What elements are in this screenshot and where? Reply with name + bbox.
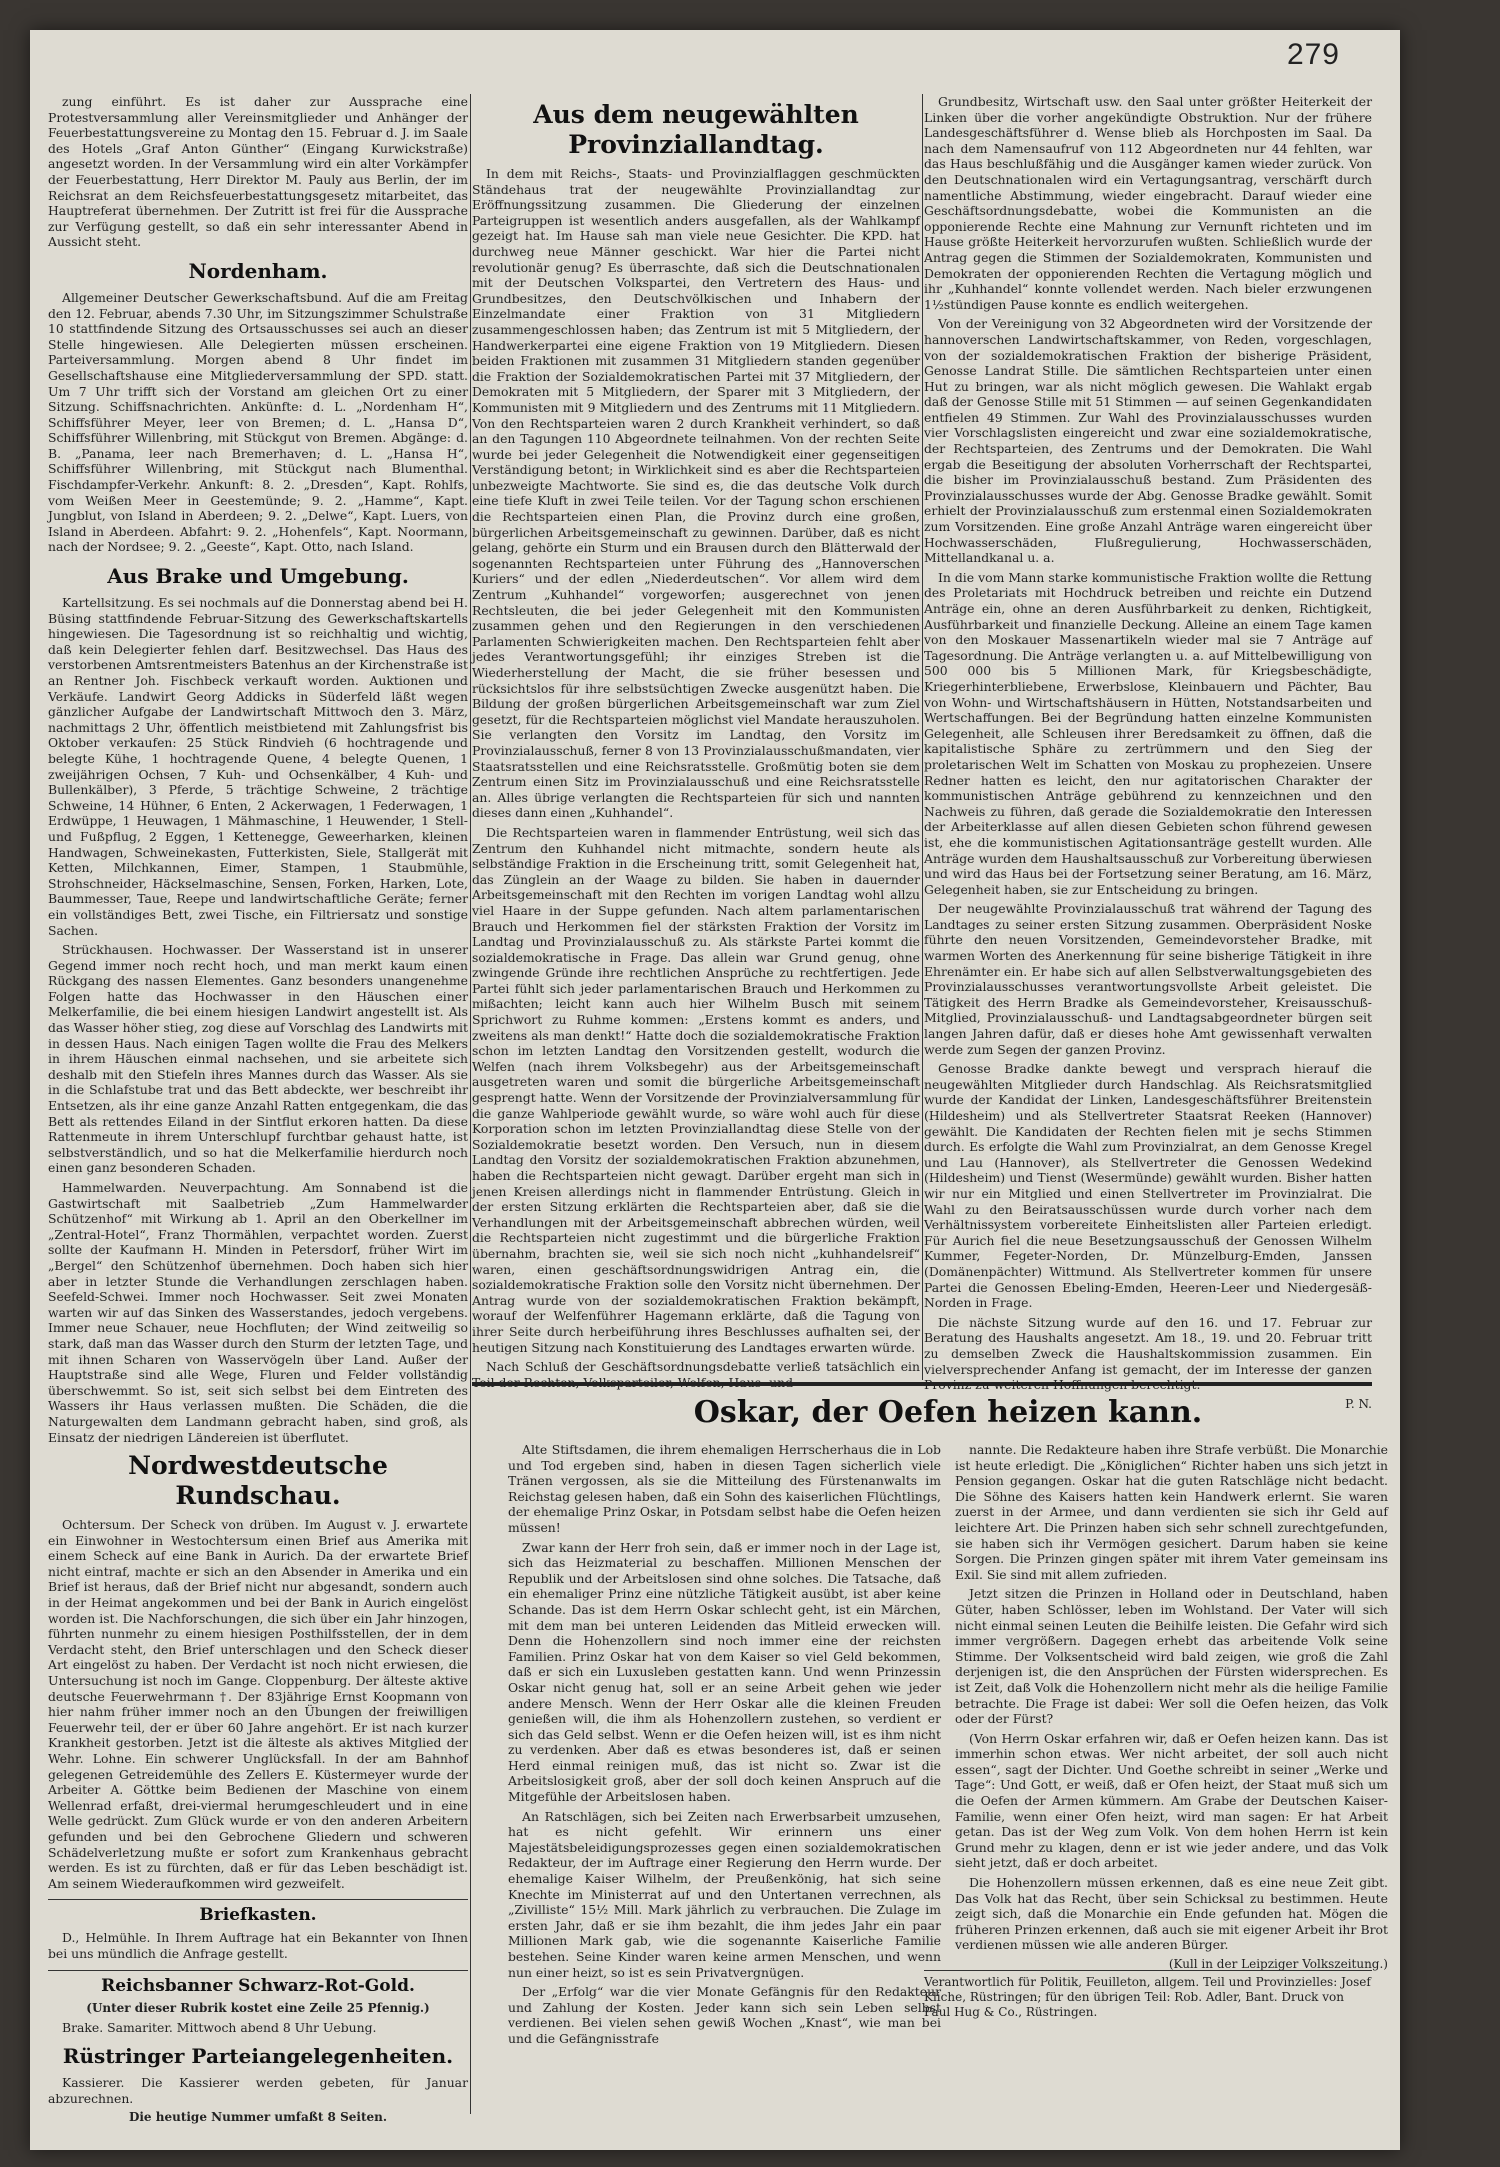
oskar-paragraph: An Ratschlägen, sich bei Zeiten nach Erwerbsarbeit umzusehen, hat es nicht gefehlt. Wir erinnern uns einer Majestätsbeleidigungsprozesses gegen einen sozialdemokratischen Redakteur, der im Auftrage einer Regierung den Herrn wurde. Der ehemalige Kaiser Wilhelm, der Preußenkönig, hat sich seine Knechte im Ministerrat auf und den Untertanen verrechnen, als „Zivilliste“ 15½ Mill. Mark jährlich zu verbrauchen. Die Zulage im ersten Jahr, daß er sie ihm bezahlt, die ihm jedes Jahr ein paar Millionen Mark gab, wie die sogenannte Kaiserliche Familie bestehen. Seine Kinder waren keine armen Menschen, und wenn nun einer heizt, so ist es sein Privatvergnügen.	[508, 1808, 941, 1980]
column-divider	[470, 94, 471, 2114]
landtag-continued-paragraph: Die nächste Sitzung wurde auf den 16. und 17. Februar zur Beratung des Haushalts angesetzt. Am 18., 19. und 20. Februar tritt zu demselben Zweck die Haushaltskommission zusammen. Ein vielversprechender Anfang ist gemacht, der im Interesse der ganzen	[924, 1314, 1372, 1377]
column-middle	[472, 94, 920, 1380]
oskar-paragraph: Die Hohenzollern müssen erkennen, daß es eine neue Zeit gibt. Das Volk hat das Recht, über sein Schicksal zu bestimmen. Heute zeigt sich, daß die Monarchie ein Ende gefunden hat. Mögen die früheren Prinzen erkennen, daß auch sie mit eigener Arbeit ihr Brot verdienen müssen wie alle anderen Bürger.	[955, 1875, 1388, 1953]
landtag-paragraph: In dem mit Reichs-, Staats- und Provinzialflaggen geschmückten Ständehaus trat der neugewählte Provinziallandtag zur Eröffnungssitzung zusammen. Die Gliederung der einzelnen Parteigruppen ist wesentlich anders ausgefallen, als der Wahlkampf gezeigt hat. Im Hause sah man viele neue Gesichter. Die KPD. hat durchweg neue Männer geschickt. War hier die Partei nicht revolutionär genug? Es überraschte, daß sich die Deutschnationalen mit der Deutschen Volkspartei, den Vertretern des Haus- und Grundbesitzes, den Deutschvölkischen und Inhabern der Einzelmandate einer Fraktion von 31 Mitgliedern zusammengeschlossen haben; das Zentrum ist mit 5 Mitgliedern, der Handwerkerpartei eine eigene Fraktion von 19 Mitgliedern. Diesen beiden Fraktionen mit zusammen 31 Mitgliedern standen gegenüber die Fraktion der Sozialdemokratischen Partei mit 37 Mitgliedern, der Demokraten mit 5 Mitgliedern, der Sparer mit 3 Mitgliedern, der Kommunisten mit 9 Mitgliedern und des Zentrums mit 11 Mitgliedern. Von den Rechtsparteien waren 2 durch Krankheit verhindert, so daß an den Tagungen 110 Abgeordnete teilnahmen. Von der rechten Seite wurde bei jeder Gelegenheit die Notwendigkeit einer gegenseitigen Verständigung betont; in Wirklichkeit sind es aber die Rechtsparteien unbezweigte Machtworte. Sie sind es, die das deutsche Volk durch eine tiefe Kluft in zwei Teile teilen. Vor der Tagung schon erschienen die Rechtsparteien einen Plan, die Provinz durch eine großen, bürgerlichen Arbeitsgemeinschaft zu gewinnen. Darüber, daß es nicht gelang, gehörte ein Sturm und ein Brausen durch den Blätterwald der sogenannten Rechtsparteien unter Führung des „Hannoverschen Kuriers“ und der edlen „Niederdeutschen“. Vor allem wird dem Zentrum „Kuhhandel“ vorgeworfen; ausgerechnet von jenen Rechtsleuten, die bei jeder Gelegenheit mit den Kommunisten zusammen gehen und den Regierungen in den verschiedenen Parlamenten Schwierigkeiten machen. Den Rechtsparteien fehlt aber jedes Verantwortungsgefühl; ihr einziges Streben ist die Wiederherstellung der Macht, die sie früher besessen und rücksichtslos für ihre selbstsüchtigen Zwecke ausgenützt haben. Die Bildung der großen bürgerlichen Arbeitsgemeinschaft war zum Ziel gesetzt, für die Rechtsparteien möglichst viel Mandate herauszuholen. Sie verlangten den Vorsitz im Landtag, den Vorsitz im Provinzialausschuß, ferner 8 von 13 Provinzialausschußmandaten, vier Staatsratsstellen und eine Reichsratsstelle. Großmütig boten sie dem Zentrum einen Sitz im Provinzialausschuß und eine Reichsratsstelle an. Alles übrige verlangten die Rechtsparteien für sich und nannten dieses dann einen „Kuhhandel“.	[472, 166, 920, 821]
oskar-heading: Oskar, der Oefen heizen kann.	[693, 1395, 1203, 1430]
landtag-continued-paragraph: Grundbesitz, Wirtschaft usw. den Saal unter größter Heiterkeit der Linken über die vorher angekündigte Obstruktion. Nur der frühere Landesgeschäftsführer d. Wense blieb als Horchposten im Saal. Da nach dem Namensaufruf von 112 Abgeordneten nur 44 fehlten, war das Haus beschlußfähig und die Ausgänger kamen wieder zurück. Von den Deutschnationalen wird ein Vertagungsantrag, verschärft durch namentliche Abstimmung, wieder eingebracht. Darauf wieder eine Geschäftsordnungsdebatte, wobei die Kommunisten an die opponierende Rechte eine Mahnung zur Vernunft richteten und im Hause größte Heiterkeit hervorzurufen wußten. Schließlich wurde der Antrag gegen die Stimmen der Sozialdemokraten, Kommunisten und Demokraten der opponierenden Rechten die Vertagung möglich und ihr „Kuhhandel“ konnte vollendet werden. Nach bieler erzwungenen 1½stündigen Pause konnte es endlich weitergehen.	[924, 94, 1372, 312]
article-signature: P. N.	[1345, 1396, 1372, 1411]
column-divider	[922, 94, 923, 1380]
newspaper-page	[30, 30, 1400, 2150]
landtag-continued-paragraph: Der neugewählte Provinzialausschuß trat während der Tagung des Landtages zu seiner ersten Sitzung zusammen. Oberpräsident Noske führte den neuen Vorsitzenden, Gemeindevorsteher Bradke, mit warmen Worten des Anerkennung für seine bisherige Tätigkeit in ihre Ehrenämter ein. Er habe sich auf allen Selbstverwaltungsgebieten des Provinzialausschusses verantwortungsvollste Arbeit geleistet. Die Tätigkeit des Herrn Bradke als Gemeindevorsteher, Kreisausschuß-Mitglied, Provinzialausschuß- und Landtagsabgeordneter bürgen seit langen Jahren dafür, daß er dieses hohe Amt gewissenhaft verwalten werde zum Segen der ganzen Provinz.	[924, 901, 1372, 1057]
landtag-heading: Aus dem neugewählten Provinziallandtag.	[533, 100, 859, 159]
column-right	[924, 94, 1372, 1411]
oskar-paragraph: Zwar kann der Herr froh sein, daß er immer noch in der Lage ist, sich das Heizmaterial zu beschaffen. Millionen Menschen der Republik und der Arbeitslosen sind ohne solches. Die Tatsache, daß ein ehemaliger Prinz eine nützliche Tätigkeit ausübt, ist aber keine Schande. Das ist dem Herrn Oskar schlecht geht, ist ein Märchen, mit dem man bei unteren Leidenden das Mitleid erwecken will. Denn die Hohenzollern sind noch immer eine der reichsten Familien. Prinz Oskar hat von dem Kaiser so viel Geld bekommen, daß er sich ein Luxusleben gestatten kann. Und wenn Prinzessin Oskar nicht genug hat, soll er an seine Arbeit gehen wie jeder andere Mensch. Wenn der Herr Oskar alle die kleinen Freuden genießen will, die ihm als Hohenzollern zustehen, so verdient er sich das Geld selbst. Wenn er die Oefen heizen will, ist es ihm nicht zu verdenken. Aber daß es etwas besonderes ist, daß er seinen Herd einmal reinigen muß, das ist nicht so. Zwar ist die Arbeitslosigkeit groß, aber der soll doch keinen Anspruch auf die Mitgefühle der Arbeitslosen haben.	[508, 1539, 941, 1805]
landtag-continued-paragraph: Von der Vereinigung von 32 Abgeordneten wird der Vorsitzende der hannoverschen Landwirtschaftskammer, von Reden, vorgeschlagen, von der sozialdemokratischen Fraktion der bisherige Präsident, Genosse Landrat Stille. Die sämtlichen Rechtsparteien unter einen Hut zu bringen, war als nicht möglich gewesen. Die Wahlakt ergab daß der Genosse Stille mit 51 Stimmen — auf seinen Gegenkandidaten entfielen 49 Stimmen. Zur Wahl des Provinzialausschusses wurden vier Vorschlagslisten eingereicht und zwar eine sozialdemokratische, der Rechtsparteien, des Zentrums und der Demokraten. Die Wahl ergab die Beseitigung der absoluten Vorherrschaft der Rechtspartei, die bisher im Provinzialausschuß bestand. Zum Präsidenten des Provinzialausschusses wurde der Abg. Genosse Bradke gewählt. Somit erhielt der Provinzialausschuß zum erstenmal einen Sozialdemokraten zum Vorsitzenden. Eine große Anzahl Anträge waren eingereicht über Hochwasserschäden, Flußregulierung, Hochwasserschäden, Mittellandkanal u. a.	[924, 316, 1372, 566]
reichsbanner-note: (Unter dieser Rubrik kostet eine Zeile 25 Pfennig.)	[86, 2000, 430, 2015]
reichsbanner-paragraph: Brake. Samariter. Mittwoch abend 8 Uhr Uebung.	[62, 2019, 377, 2035]
briefkasten-heading: Briefkasten.	[48, 1899, 468, 1926]
oskar-paragraph: nannte. Die Redakteure haben ihre Strafe verbüßt. Die Monarchie ist heute erledigt. Die „Königlichen“ Richter haben uns sich jetzt in Pension gegangen. Oskar hat die guten Ratschläge nicht bedacht. Die Söhne des Kaisers hatten kein Handwerk erlernt. Sie waren zuerst in der Armee, und dann verdienten sie sich ihr Geld auf leichtere Art. Die Prinzen haben sich sehr schnell zurechtgefunden, sie haben sich ihr Vermögen gesichert. Darum haben sie keine Sorgen. Die Prinzen gingen später mit ihrem Vater gemeinsam ins Exil. Sie sind mit allem zufrieden.	[955, 1442, 1388, 1582]
nordenham-paragraph: Allgemeiner Deutscher Gewerkschaftsbund. Auf die am Freitag den 12. Februar, abends 7.30 Uhr, im Sitzungszimmer Schulstraße 10 stattfindende Sitzung des Ortsausschusses sei auch an dieser Stelle hingewiesen. Alle Delegierten müssen erscheinen. Parteiversammlung. Morgen abend 8 Uhr findet im Gesellschaftshause eine Mitgliederversammlung der SPD. statt. Um 7 Uhr trifft sich der Vorstand am gleichen Ort zu einer Sitzung. Schiffsnachrichten. Ankünfte: d. L. „Nordenham H“, Schiffsführer Meyer, leer von Bremen; d. L. „Hansa D“, Schiffsführer Willenbring, mit Stückgut von Bremen. Abgänge: d. B. „Panama, leer nach Bremerhaven; d. L. „Hansa H“, Schiffsführer Willenbring, mit Stückgut nach Blumenthal. Fischdampfer-Verkehr. Ankunft: 8. 2. „Dresden“, Kapt. Rohlfs, vom Weißen Meer in Geestemünde; 9. 2. „Hamme“, Kapt. Jungblut, von Island in Aberdeen; 9. 2. „Delwe“, Kapt. Luers, von Island in Aberdeen. Abfahrt: 9. 2. „Hohenfels“, Kapt. Noormann, nach der Nordsee; 9. 2. „Geeste“, Kapt. Otto, nach Island.	[48, 289, 468, 555]
brake-paragraph: Kartellsitzung. Es sei nochmals auf die Donnerstag abend bei H. Büsing stattfindende Februar-Sitzung des Gewerkschaftskartells hingewiesen. Die Tagesordnung ist so reichhaltig und wichtig, daß kein Delegierter fehlen darf. Besitzwechsel. Das Haus des verstorbenen Amtsrentmeisters Batenhus an der Kirchenstraße ist an Rentner Joh. Fischbeck verkauft worden. Auktionen und Verkäufe. Landwirt Georg Addicks in Süderfeld läßt wegen gänzlicher Aufgabe der Landwirtschaft Mittwoch den 3. März, nachmittags 2 Uhr, öffentlich meistbietend mit Zahlungsfrist bis Oktober verkaufen: 25 Stück Rindvieh (6 hochtragende und belegte Kühe, 1 hochtragende Quene, 4 belegte Quenen, 1 zweijährigen Ochsen, 7 Kuh- und Ochsenkälber, 4 Kuh- und Bullenkälber), 3 Pferde, 5 trächtige Schweine, 2 trächtige Schweine, 14 Hühner, 6 Enten, 2 Ackerwagen, 1 Federwagen, 1 Erdwüppe, 1 Heuwagen, 1 Mähmaschine, 1 Heuwender, 1 Stell- und Fußpflug, 2 Eggen, 1 Kettenegge, Geweerharken, kleinen Handwagen, Schweinekasten, Futterkisten, Siele, Stallgerät mit Ketten, Milchkannen, Eimer, Stampen, 1 Staubmühle, Strohschneider, Häckselmaschine, Sensen, Forken, Harken, Lote, Baummesser, Taue, Reepe und landwirtschaftliche Geräte; ferner ein vollständiges Bett, zwei Tische, ein Filtriersatz und sonstige Sachen.	[48, 595, 469, 938]
strueckhausen-paragraph: Strückhausen. Hochwasser. Der Wasserstand ist in unserer Gegend immer noch recht hoch, und man merkt kaum einen Rückgang des nassen Elementes. Ganz besonders unangenehme Folgen hatte das Hochwasser in den Häuschen einer Melkerfamilie, die bei einem hiesigen Landwirt angestellt ist. Als das Wasser höher stieg, zog diese auf Vorschlag des Landwirts mit in dessen Haus. Nach einigen Tagen wollte die Frau des Melkers in ihrem Häuschen einmal nachsehen, und sie arbeitete sich deshalb mit den Stiefeln ihres Mannes durch das Wasser. Als sie in die Schlafstube trat und das Bett abdeckte, wer beschreibt ihr Entsetzen, als ihr eine ganze Anzahl Ratten entgegenkam, die das Bett als rettendes Eiland in der Sintflut erkoren hatten. Da diese Rattenmeute in ihrem Unterschlupf furchtbar gehaust hatte, ist selbstverständlich, und so hat die Melkerfamilie hierdurch noch einen ganz besonderen Schaden.	[48, 942, 468, 1176]
reichsbanner-heading: Reichsbanner Schwarz-Rot-Gold.	[48, 1970, 468, 1997]
oskar-paragraph: Jetzt sitzen die Prinzen in Holland oder in Deutschland, haben Güter, haben Schlösser, leben im Wohlstand. Der Vater will sich nicht einmal seinen Leuten die Beihilfe leisten. Die Gefahr wird sich immer vergrößern. Dagegen erhebt das arbeitende Volk seine Stimme. Der Volksentscheid wird bald zeigen, wie groß die Zahl derjenigen ist, die den Ansprüchen der Fürsten widersprechen. Es ist Zeit, daß Volk die Hohenzollern nicht mehr als die heilige Familie betrachte. Die Frage ist dabei: Wer soll die Oefen heizen, das Volk oder der Fürst?	[955, 1586, 1388, 1727]
hammelwarden-paragraph: Hammelwarden. Neuverpachtung. Am Sonnabend ist die Gastwirtschaft mit Saalbetrieb „Zum Hammelwarder Schützenhof“ mit Wirkung ab 1. April an den Oberkellner im „Zentral-Hotel“, Franz Thormählen, verpachtet worden. Zuerst sollte der Kaufmann H. Minden in Petersdorf, früher Wirt im „Bergel“ den Schützenhof übernehmen. Doch haben sich hier aber in letzter Stunde die Verhandlungen zerschlagen haben. Seefeld-Schwei. Immer noch Hochwasser. Seit zwei Monaten warten wir auf das Sinken des Wasserstandes, jedoch vergebens. Immer neue Schauer, neue Hochfluten; der Wind zeitweilig so stark, daß man das Wasser durch den Sturm der letzten Tage, und mit ihnen Scharen von Wasservögeln über Land. Außer der Hauptstraße sind alle Wege, Fluren und Felder vollständig überschwemmt. So ist, seit sich selbst bei dem Eintreten des Wassers ihr Haus verlassen mußten. Die Schäden, die die Naturgewalten dem Landmann gebracht haben, sind groß, als Einsatz der niedrigen Ländereien ist überflutet.	[48, 1180, 468, 1445]
partei-paragraph: Kassierer. Die Kassierer werden gebeten, für Januar abzurechnen.	[48, 2075, 468, 2106]
pages-note: Die heutige Nummer umfaßt 8 Seiten.	[128, 2110, 388, 2125]
page-number: 279	[1286, 38, 1340, 71]
landtag-paragraph: Nach Schluß der Geschäftsordnungsdebatte verließ tatsächlich ein	[486, 1359, 920, 1375]
nordenham-heading: Nordenham.	[188, 258, 328, 283]
oskar-paragraph: (Von Herrn Oskar erfahren wir, daß er Oefen heizen kann. Das ist immerhin schon etwas. Wer nicht arbeitet, der soll auch nicht essen“, sagt der Dichter. Und Goethe schreibt in seiner „Werke und Tage“: Und Gott, er weiß, daß er Ofen heizt, der Staat muß sich um die Oefen der Armen kümmern. Am Grabe der Deutschen Kaiser-Familie, wenn einer Ofen heizt, wird man sagen: Er hat Arbeit getan. Das ist der Weg zum Volk. Von dem hohen Herrn ist kein Grund mehr zu klagen, denn er ist wie jeder andere, und das Volk sieht jetzt, daß er doch arbeitet.	[955, 1730, 1388, 1871]
landtag-paragraph: Die Rechtsparteien waren in flammender Entrüstung, weil sich das Zentrum den Kuhhandel nicht mitmachte, sondern heute als selbständige Fraktion in die Erscheinung tritt, somit Gelegenheit hat, das Zünglein an der Waage zu bilden. Sie haben in dauernder Arbeitsgemeinschaft mit den Rechten im vorigen Landtag wohl allzu viel Haare in der Suppe gefunden. Nach altem parlamentarischen Brauch und Herkommen fiel der stärksten Fraktion der Vorsitz im Landtag und Provinzialausschuß zu. Als stärkste Partei kommt die sozialdemokratische in Frage. Das allein war Grund genug, ohne zwingende Gründe ihre rechtlichen Ansprüche zu rechtfertigen. Jede Partei fühlt sich jeder parlamentarischen Brauch und Herkommen zu mißachten; leicht kann auch hier Wilhelm Busch mit seinem Sprichwort zu Ruhme kommen: „Erstens kommt es anders, und zweitens als man denkt!“ Hatte doch die sozialdemokratische Fraktion schon im letzten Landtag den Vorsitzenden gestellt, wodurch die Welfen (nach ihrem Volksbegehr) aus der Arbeitsgemeinschaft ausgetreten waren und somit die bürgerliche Arbeitsgemeinschaft gesprengt hatte. Wenn der Vorsitzende der Provinzialversammlung für die ganze Wahlperiode gewählt wurde, so wäre wohl auch für diese Korporation schon im letzten Provinziallandtag diese Stelle von der Sozialdemokratie besetzt worden. Den Versuch, nun in diesem Landtag den Vorsitz der sozialdemokratischen Fraktion abzunehmen, haben die Rechtsparteien nicht gewagt. Darüber ergeht man sich in jenen Kreisen allerdings nicht in flammender Entrüstung. Gleich in der ersten Sitzung erklärten die Rechtsparteien aber, daß sie die Verhandlungen mit der Arbeitsgemeinschaft abbrechen würden, weil die Rechtsparteien nicht zugestimmt und die bürgerliche Fraktion übernahm, brachten sie, weil sie sich noch nicht „kuhhandelsreif“ waren, einen geschäftsordnungswidrigen Antrag ein, die sozialdemokratische Fraktion solle den Vorsitz nicht übernehmen. Der Antrag wurde von der sozialdemokratischen Fraktion bekämpft, worauf der Welfenführer Hagemann erklärte, daß die Tagung von ihrer Seite durch herbeiführung ihres Beschlusses aufhalten sei, der heutigen Sitzung nach Konstituierung des Landtages erwarten würde.	[472, 824, 920, 1355]
oskar-column-right	[955, 1442, 1388, 2002]
oskar-column-left	[508, 1442, 941, 2046]
oskar-paragraph: Alte Stiftsdamen, die ihrem ehemaligen Herrscherhaus die in Lob und Tod ergeben sind, haben in diesen Tagen sicherlich viele Tränen vergossen, als sie die Mitteilung des Fürstenanwalts im Reichstag gelesen haben, daß ein Sohn des kaiserlichen Flüchtlings, der ehemalige Prinz Oskar, in Potsdam selbst habe die Oefen heizen müssen!	[508, 1442, 941, 1535]
landtag-continued-paragraph: Genosse Bradke dankte bewegt und versprach hierauf die neugewählten Mitglieder durch Handschlag. Als Reichsratsmitglied wurde der Kandidat der Linken, Landesgeschäftsführer Breitenstein (Hildesheim) und als Stellvertreter Staatsrat Reeken (Hannover) gewählt. Die Kandidaten der Rechten fielen mit je sechs Stimmen durch. Es erfolgte die Wahl zum Provinzialrat, an dem Genosse Kregel und Lau (Hannover), als Stellvertreter die Genossen Wedekind (Hildesheim) und Tienst (Wesermünde) gewählt wurden. Bisher hatten wir nur ein Mitglied und einen Stellvertreter im Provinzialrat. Die Wahl zu den Beiratsausschüssen wurde durch vorher nach dem Verhältnissystem vorbereitete Einheitslisten aller Parteien erledigt. Für Aurich fiel die neue Besetzungsausschuß der Genossen Wilhelm Kummer, Fegeter-Norden, Dr. Münzelburg-Emden, Janssen (Domänenpächter) Wittmund. Als Stellvertreter kommen für unsere Partei die Genossen Ebeling-Emden, Heeren-Leer und Niedergesäß-Norden in Frage.	[924, 1061, 1372, 1311]
section-rule	[472, 1382, 1372, 1386]
partei-heading: Rüstringer Parteiangelegenheiten.	[62, 2044, 454, 2069]
impressum: Verantwortlich für Politik, Feuilleton, allgem. Teil und Provinzielles: Josef Kliche, Rüstringen; für den übrigen Teil: Rob. Adler, Bant. Druck von Paul Hug & Co., Rüstringen.	[924, 1970, 1372, 2020]
brake-heading: Aus Brake und Umgebung.	[107, 564, 409, 589]
oskar-source: (Kull in der Leipziger Volkszeitung.)	[1168, 1957, 1388, 1971]
rundschau-paragraph: Ochtersum. Der Scheck von drüben. Im August v. J. erwartete ein Einwohner in Westochtersum einen Brief aus Amerika mit einem Scheck auf eine Bank in Aurich. Da der erwartete Brief nicht eintraf, machte er sich an den Absender in Amerika und ein Brief ist heraus, daß der Brief nicht nur abgesandt, sondern auch in der Heimat angekommen und bei der Bank in Aurich eingelöst worden ist. Die Nachforschungen, die sich über ein Jahr hinzogen, führten nunmehr zu einem hiesigen Posthilfsstellen, der in dem Verdacht steht, den Brief unterschlagen und den Scheck dieser Art eingelöst zu haben. Der Verdacht ist noch nicht erwiesen, die Untersuchung ist noch im Gange. Cloppenburg. Der älteste aktive deutsche Feuerwehrmann †. Der 83jährige Ernst Koopmann von hier nahm früher immer noch an den Übungen der freiwilligen Feuerwehr teil, der er über 60 Jahre angehört. Er ist nach kurzer Krankheit gestorben. Jetzt ist die älteste als aktives Mitglied der Wehr. Lohne. Ein schwerer Unglücksfall. In der am Bahnhof gelegenen Getreidemühle des Zellers E. Küstermeyer wurde der Arbeiter A. Göttke beim Bedienen der Maschine von einem Wellenrad erfaßt, drei-viermal herumgeschleudert und in eine Welle gedrückt. Zum Glück wurde er von den anderen Arbeitern gefunden und bei den Gebrochene Gliedern und schweren Schädelverletzung mußte er sofort zum Krankenhaus gebracht werden. Es ist zu fürchten, daß er für das Leben beschädigt ist. Am seinem Wiederaufkommen wird gezweifelt.	[48, 1517, 468, 1891]
intro-paragraph: zung einführt. Es ist daher zur Aussprache eine Protestversammlung aller Vereinsmitglieder und Anhänger der Feuerbestattungsvereine zu Montag den 15. Februar d. J. im Saale des Hotels „Graf Anton Günther“ (Eingang Kurwickstraße) angesetzt worden. In der Versammlung wird ein alter Vorkämpfer der Feuerbestattung, Herr Direktor M. Pauly aus Berlin, der im Reichsrat an dem Reichsfeuerbestattungsgesetz mitarbeitet, das Hauptreferat übernehmen. Der Zutritt ist frei für die Aussprache zur Verfügung gestellt, so daß ein sehr interessanter Abend in Aussicht steht.	[48, 94, 468, 250]
column-left	[48, 94, 469, 2125]
rundschau-heading: Nordwestdeutsche Rundschau.	[128, 1451, 388, 1511]
oskar-paragraph: Der „Erfolg“ war die vier Monate Gefängnis für den Redakteur und Zahlung der Kosten. Jeder kann sich sein Leben selbst verdienen. Bei vielen sehen gewiß Wochen „Knast“, wie man bei und die Gefängnisstrafe	[508, 1984, 941, 2046]
briefkasten-paragraph: D., Helmühle. In Ihrem Auftrage hat ein Bekannter von Ihnen bei uns mündlich die Anfrage gestellt.	[48, 1930, 468, 1961]
landtag-continued-paragraph: In die vom Mann starke kommunistische Fraktion wollte die Rettung des Proletariats mit Hochdruck betreiben und reichte ein Dutzend Anträge ein, ohne an deren Ausführbarkeit zu denken, Richtigkeit, Ausführbarkeit und finanzielle Deckung. Alleine an einem Tage kamen von den Moskauer Massenartikeln wieder mal sie 7 Anträge auf Tagesordnung. Die Anträge verlangten u. a. auf Mittelbewilligung von 500 000 bis 5 Millionen Mark, für Kriegsbeschädigte, Kriegerhinterbliebene, Erwerbslose, Kleinbauern und Pächter, Bau von Wohn- und Wirtschaftshäusern in Hütten, Notstandsarbeiten und Wertschaffungen. Bei der Begründung hatten einzelne Kommunisten Gelegenheit, alle Schleusen ihrer Beredsamkeit zu öffnen, daß die kapitalistische Sphäre zu zertrümmern und den Sieg der proletarischen Welt im Schatten von Moskau zu prophezeien. Unsere Redner hatten es leicht, den nur agitatorischen Charakter der kommunistischen Anträge gebührend zu kennzeichnen und den Nachweis zu führen, daß gerade die Sozialdemokratie den Interessen der Arbeiterklasse auf allen diesen Gebieten schon führend gewesen ist, ehe die kommunistischen Agitationsanträge gestellt wurden. Alle Anträge wurden dem Haushaltsausschuß zur Vorbereitung überwiesen und wird das Haus bei der Fortsetzung seiner Beratung, am 16. März, Gelegenheit haben, sie zur Entscheidung zu bringen.	[924, 569, 1372, 897]
